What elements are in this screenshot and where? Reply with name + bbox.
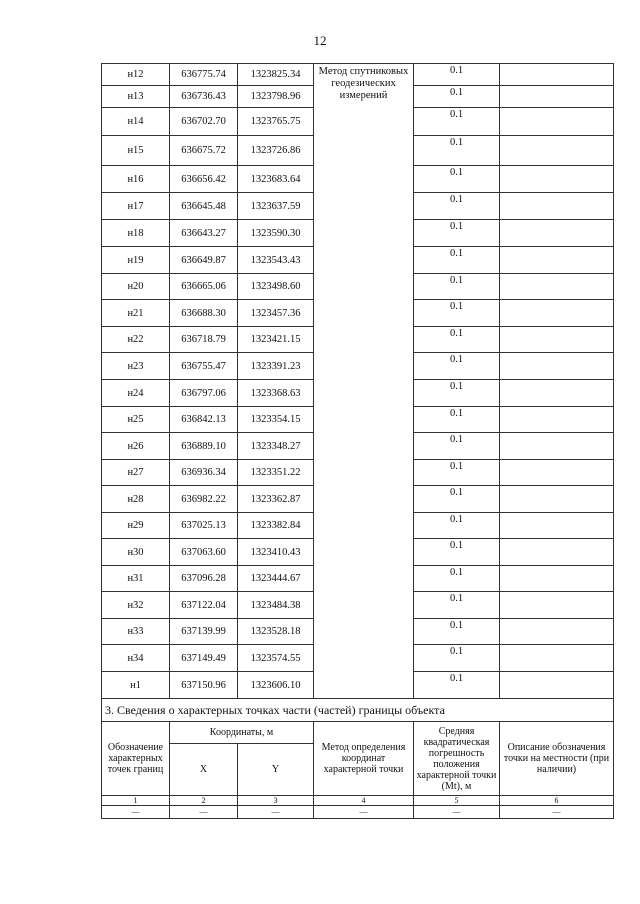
point-y: 1323590.30 — [238, 220, 314, 247]
point-accuracy: 0.1 — [414, 433, 500, 460]
header-description: Описание обозначения точки на местности (при наличии) — [500, 722, 614, 796]
point-x: 636936.34 — [170, 460, 238, 486]
point-x: 636665.06 — [170, 274, 238, 300]
header-y: Y — [238, 744, 314, 796]
point-name: н28 — [102, 486, 170, 513]
point-description — [500, 539, 614, 566]
point-y: 1323637.59 — [238, 193, 314, 220]
point-y: 1323410.43 — [238, 539, 314, 566]
point-y: 1323362.87 — [238, 486, 314, 513]
point-accuracy: 0.1 — [414, 380, 500, 407]
empty-cell: — — [170, 806, 238, 819]
point-y: 1323444.67 — [238, 566, 314, 592]
column-number: 6 — [500, 796, 614, 806]
point-y: 1323354.15 — [238, 407, 314, 433]
point-y: 1323726.86 — [238, 136, 314, 166]
header-coordinates: Координаты, м — [170, 722, 314, 744]
point-name: н17 — [102, 193, 170, 220]
point-y: 1323606.10 — [238, 672, 314, 699]
point-row — [102, 64, 614, 86]
point-y: 1323798.96 — [238, 86, 314, 108]
point-accuracy: 0.1 — [414, 108, 500, 136]
point-description — [500, 433, 614, 460]
column-numbers-row — [102, 796, 614, 806]
point-x: 636675.72 — [170, 136, 238, 166]
point-x: 636702.70 — [170, 108, 238, 136]
point-accuracy: 0.1 — [414, 592, 500, 619]
point-description — [500, 86, 614, 108]
point-description — [500, 193, 614, 220]
column-number: 5 — [414, 796, 500, 806]
point-description — [500, 407, 614, 433]
point-accuracy: 0.1 — [414, 672, 500, 699]
point-x: 636982.22 — [170, 486, 238, 513]
boundary-points-table — [101, 63, 614, 819]
point-description — [500, 460, 614, 486]
point-x: 637096.28 — [170, 566, 238, 592]
point-description — [500, 592, 614, 619]
point-y: 1323825.34 — [238, 64, 314, 86]
point-y: 1323543.43 — [238, 247, 314, 274]
point-name: н33 — [102, 619, 170, 645]
point-accuracy: 0.1 — [414, 64, 500, 86]
point-accuracy: 0.1 — [414, 353, 500, 380]
point-x: 637139.99 — [170, 619, 238, 645]
section3-title: 3. Сведения о характерных точках части (частей) границы объекта — [102, 699, 614, 722]
point-accuracy: 0.1 — [414, 220, 500, 247]
point-x: 636889.10 — [170, 433, 238, 460]
point-y: 1323528.18 — [238, 619, 314, 645]
point-accuracy: 0.1 — [414, 86, 500, 108]
point-x: 637150.96 — [170, 672, 238, 699]
point-y: 1323391.23 — [238, 353, 314, 380]
point-name: н29 — [102, 513, 170, 539]
empty-cell: — — [500, 806, 614, 819]
point-name: н34 — [102, 645, 170, 672]
point-x: 636643.27 — [170, 220, 238, 247]
point-y: 1323348.27 — [238, 433, 314, 460]
point-accuracy: 0.1 — [414, 645, 500, 672]
point-accuracy: 0.1 — [414, 136, 500, 166]
point-accuracy: 0.1 — [414, 566, 500, 592]
point-description — [500, 247, 614, 274]
point-accuracy: 0.1 — [414, 486, 500, 513]
point-accuracy: 0.1 — [414, 407, 500, 433]
header-method: Метод определения координат характерной точки — [314, 722, 414, 796]
point-name: н16 — [102, 166, 170, 193]
point-name: н30 — [102, 539, 170, 566]
point-x: 636842.13 — [170, 407, 238, 433]
point-x: 636755.47 — [170, 353, 238, 380]
point-description — [500, 619, 614, 645]
point-name: н26 — [102, 433, 170, 460]
point-name: н14 — [102, 108, 170, 136]
empty-data-row — [102, 806, 614, 819]
point-name: н21 — [102, 300, 170, 327]
point-description — [500, 108, 614, 136]
point-name: н22 — [102, 327, 170, 353]
method-cell: Метод спутниковых геодезических измерений — [314, 64, 414, 699]
point-y: 1323498.60 — [238, 274, 314, 300]
page-number: 12 — [313, 33, 327, 48]
column-number: 4 — [314, 796, 414, 806]
column-number: 3 — [238, 796, 314, 806]
point-accuracy: 0.1 — [414, 166, 500, 193]
point-x: 637025.13 — [170, 513, 238, 539]
section3 — [102, 699, 614, 819]
point-description — [500, 672, 614, 699]
point-y: 1323421.15 — [238, 327, 314, 353]
point-x: 636649.87 — [170, 247, 238, 274]
point-x: 636797.06 — [170, 380, 238, 407]
point-x: 637122.04 — [170, 592, 238, 619]
point-name: н27 — [102, 460, 170, 486]
point-name: н25 — [102, 407, 170, 433]
point-accuracy: 0.1 — [414, 274, 500, 300]
point-x: 636775.74 — [170, 64, 238, 86]
point-name: н12 — [102, 64, 170, 86]
points-body — [102, 64, 614, 699]
point-y: 1323351.22 — [238, 460, 314, 486]
header-designation: Обозначение характерных точек границ — [102, 722, 170, 796]
point-description — [500, 353, 614, 380]
point-x: 636656.42 — [170, 166, 238, 193]
point-accuracy: 0.1 — [414, 193, 500, 220]
point-name: н1 — [102, 672, 170, 699]
point-accuracy: 0.1 — [414, 247, 500, 274]
point-description — [500, 380, 614, 407]
point-x: 636718.79 — [170, 327, 238, 353]
point-name: н19 — [102, 247, 170, 274]
point-name: н23 — [102, 353, 170, 380]
point-accuracy: 0.1 — [414, 513, 500, 539]
header-accuracy: Средняя квадратическая погрешность положения характерной точки (Mt), м — [414, 722, 500, 796]
point-name: н31 — [102, 566, 170, 592]
point-x: 637063.60 — [170, 539, 238, 566]
point-x: 636688.30 — [170, 300, 238, 327]
empty-cell: — — [314, 806, 414, 819]
point-name: н24 — [102, 380, 170, 407]
point-y: 1323484.38 — [238, 592, 314, 619]
point-x: 636645.48 — [170, 193, 238, 220]
point-description — [500, 300, 614, 327]
point-name: н13 — [102, 86, 170, 108]
column-number: 1 — [102, 796, 170, 806]
point-description — [500, 166, 614, 193]
point-description — [500, 645, 614, 672]
point-description — [500, 64, 614, 86]
point-y: 1323765.75 — [238, 108, 314, 136]
header-x: X — [170, 744, 238, 796]
column-number: 2 — [170, 796, 238, 806]
point-description — [500, 220, 614, 247]
point-name: н32 — [102, 592, 170, 619]
point-accuracy: 0.1 — [414, 327, 500, 353]
point-description — [500, 327, 614, 353]
point-y: 1323382.84 — [238, 513, 314, 539]
point-description — [500, 486, 614, 513]
point-name: н20 — [102, 274, 170, 300]
point-description — [500, 274, 614, 300]
point-accuracy: 0.1 — [414, 619, 500, 645]
point-accuracy: 0.1 — [414, 300, 500, 327]
point-accuracy: 0.1 — [414, 460, 500, 486]
point-accuracy: 0.1 — [414, 539, 500, 566]
empty-cell: — — [102, 806, 170, 819]
point-y: 1323683.64 — [238, 166, 314, 193]
point-description — [500, 566, 614, 592]
empty-cell: — — [414, 806, 500, 819]
point-name: н18 — [102, 220, 170, 247]
point-description — [500, 136, 614, 166]
point-name: н15 — [102, 136, 170, 166]
point-description — [500, 513, 614, 539]
point-x: 636736.43 — [170, 86, 238, 108]
point-y: 1323457.36 — [238, 300, 314, 327]
point-x: 637149.49 — [170, 645, 238, 672]
point-y: 1323574.55 — [238, 645, 314, 672]
empty-cell: — — [238, 806, 314, 819]
point-y: 1323368.63 — [238, 380, 314, 407]
